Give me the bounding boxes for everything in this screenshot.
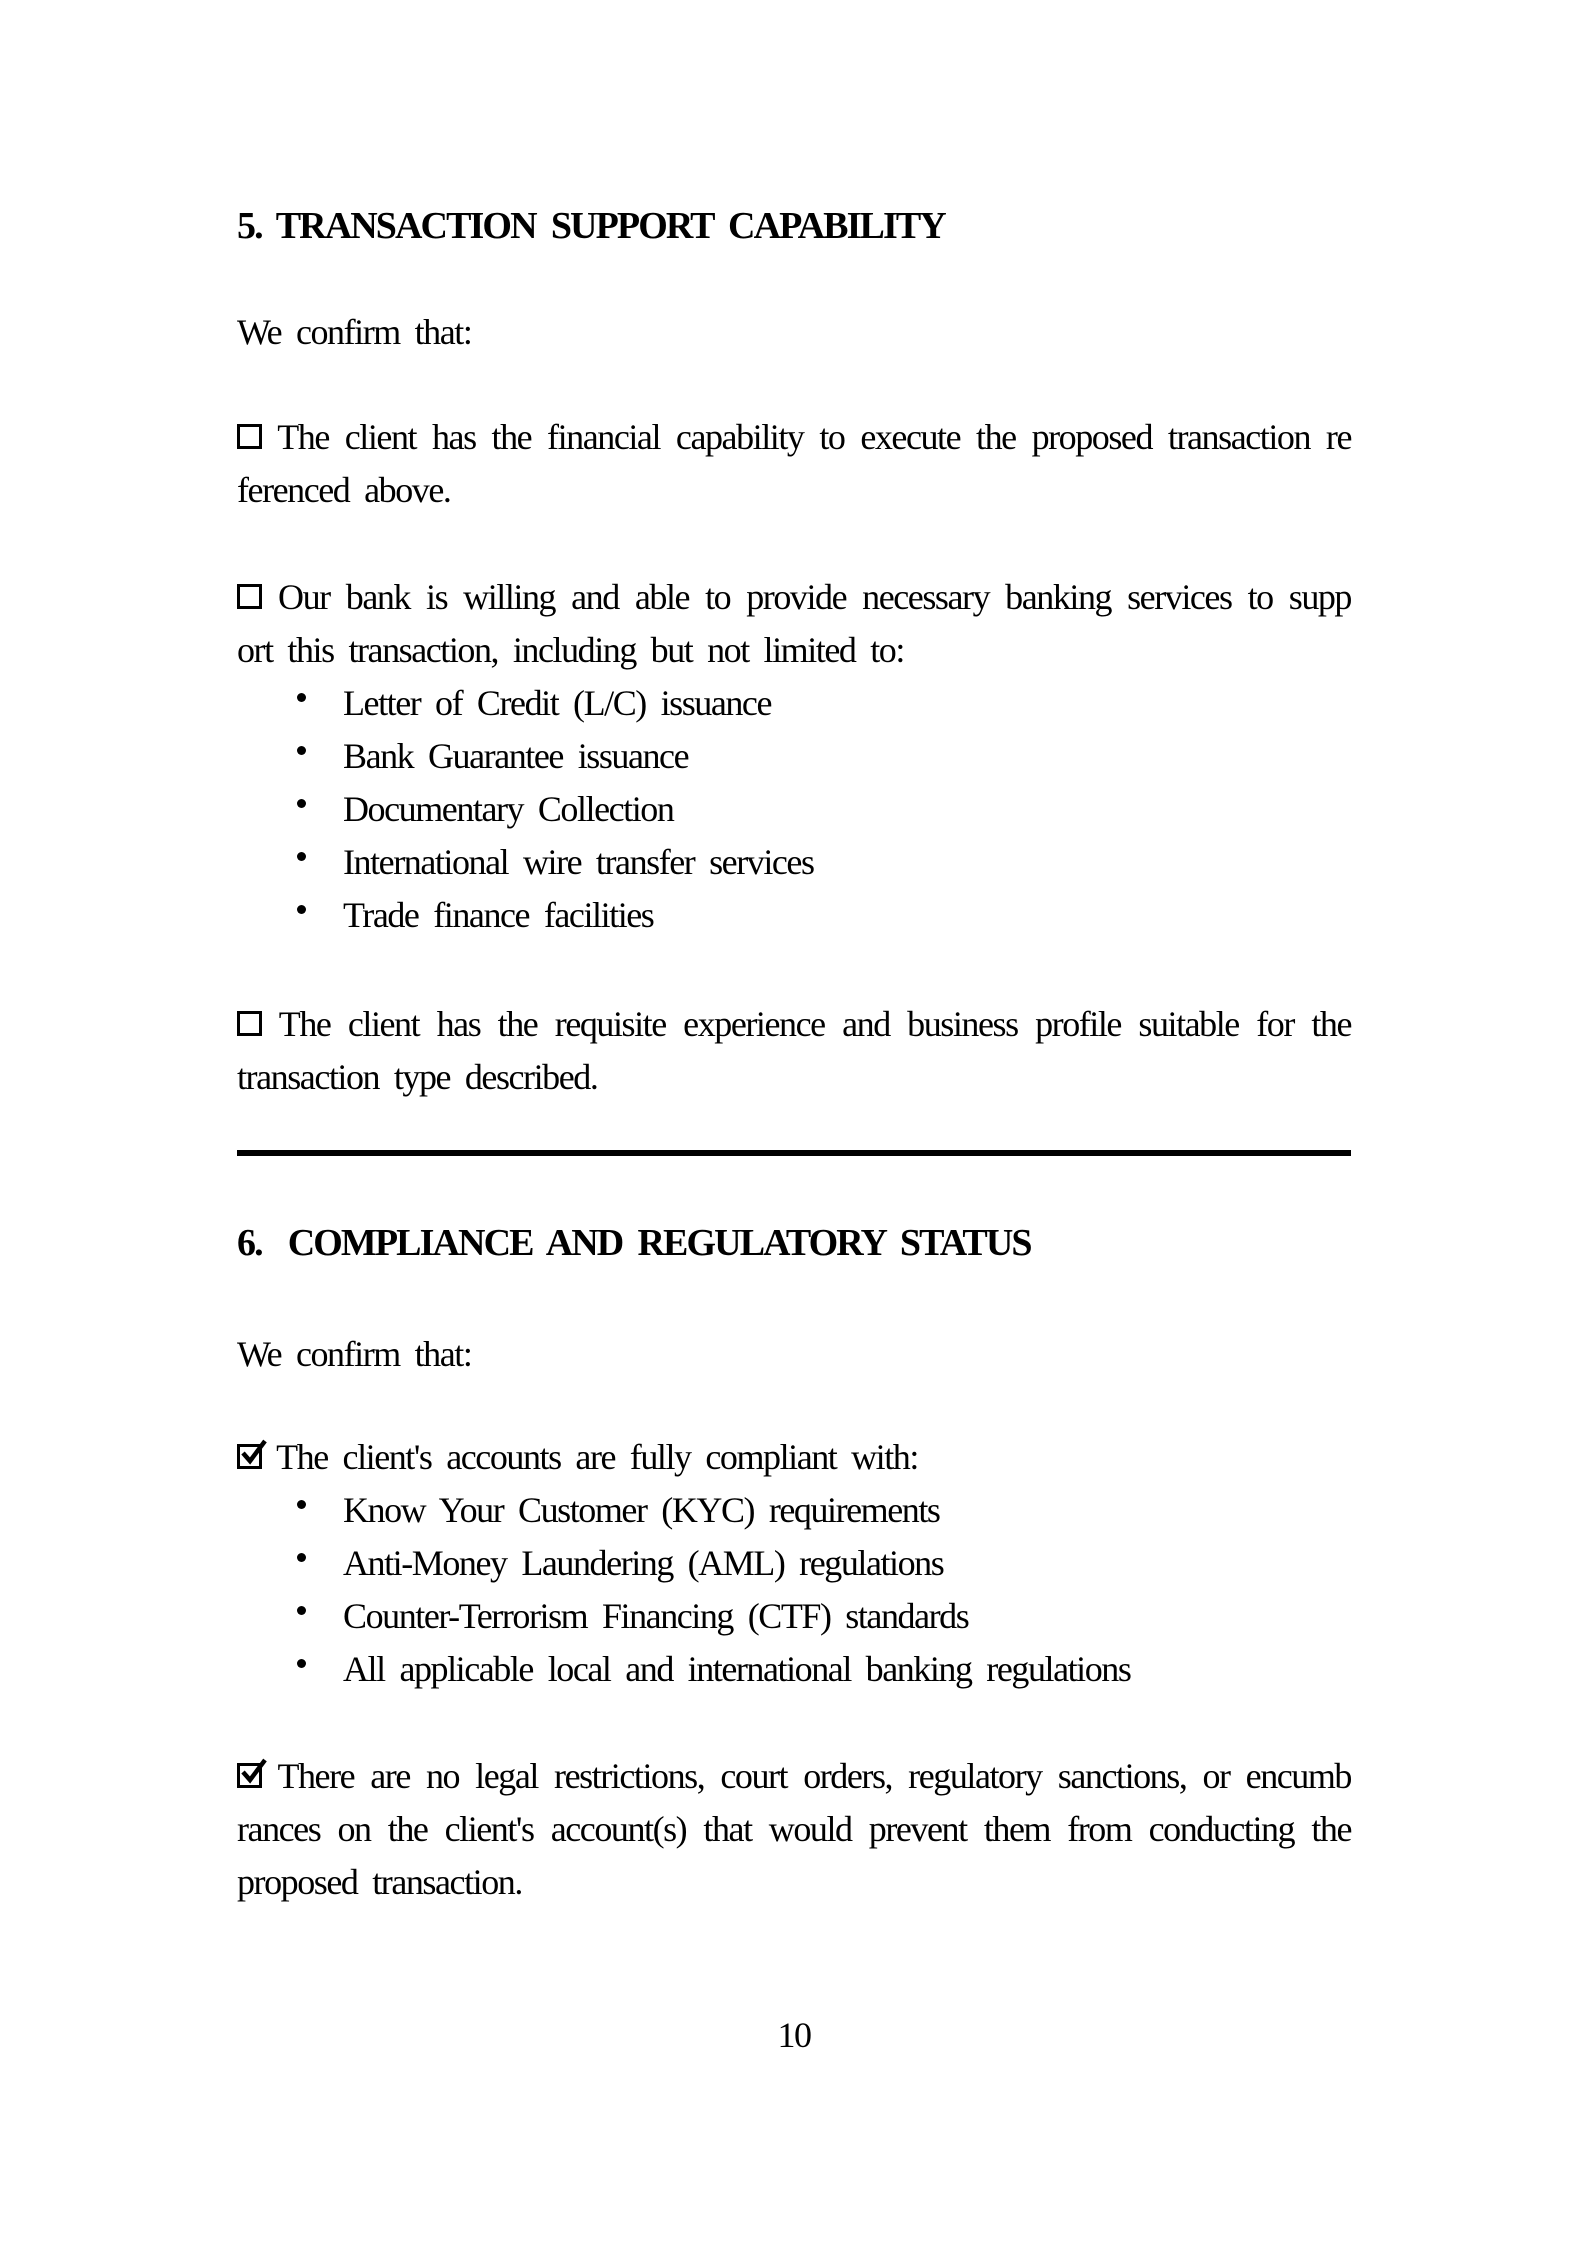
unchecked-checkbox-icon [237,1011,262,1036]
bullet-item [237,1484,1351,1537]
page-content [237,0,1351,2062]
bullet-icon [297,905,306,914]
bullet-icon [297,693,306,702]
bullet-icon [297,1553,306,1562]
bullet-icon [297,746,306,755]
intro-text: We confirm that: [237,312,472,352]
paragraph-line [237,411,1351,464]
bullet-text: Anti-Money Laundering (AML) regulations [343,1543,944,1583]
bullet-text: Trade finance facilities [343,895,654,935]
bullet-list [237,1484,1351,1696]
bullet-item [237,677,1351,730]
line-text: The client's accounts are fully compliant with: [276,1437,918,1477]
bullet-icon [297,1606,306,1615]
bullet-text: Know Your Customer (KYC) requirements [343,1490,940,1530]
paragraph-line [237,571,1351,624]
unchecked-checkbox-icon [237,424,262,449]
bullet-text: Letter of Credit (L/C) issuance [343,683,772,723]
paragraph-line [237,998,1351,1051]
bullet-icon [297,852,306,861]
line-text: Our bank is willing and able to provide necessary banking services to supp [278,577,1351,617]
checked-checkbox-icon [237,1763,262,1788]
checkbox-paragraph [237,998,1351,1104]
paragraph-line [237,1431,1351,1484]
paragraph-line: proposed transaction. [237,1862,522,1902]
paragraph-line: transaction type described. [237,1057,598,1097]
page-number: 10 [777,2015,811,2055]
section-divider [237,1150,1351,1156]
checkbox-paragraph [237,1431,1351,1484]
bullet-icon [297,799,306,808]
section-title: TRANSACTION SUPPORT CAPABILITY [275,205,945,247]
line-text: The client has the financial capability to execute the proposed transaction re [277,417,1351,457]
paragraph-line [237,1750,1351,1803]
checked-checkbox-icon [237,1444,262,1469]
checkbox-paragraph [237,1750,1351,1909]
checkbox-paragraph [237,571,1351,677]
bullet-text: International wire transfer services [343,842,814,882]
bullet-item [237,730,1351,783]
paragraph-line: ort this transaction, including but not limited to: [237,630,904,670]
line-text: There are no legal restrictions, court orders, regulatory sanctions, or encumb [277,1756,1351,1796]
bullet-text: Bank Guarantee issuance [343,736,689,776]
unchecked-checkbox-icon [237,584,262,609]
bullet-icon [297,1500,306,1509]
paragraph-line: ferenced above. [237,470,451,510]
bullet-item [237,889,1351,942]
section-title: COMPLIANCE AND REGULATORY STATUS [287,1222,1031,1264]
section-number: 5. [237,205,262,247]
bullet-list [237,677,1351,942]
line-text: The client has the requisite experience and business profile suitable for the [278,1004,1351,1044]
bullet-item [237,783,1351,836]
checkbox-paragraph [237,411,1351,517]
paragraph-line: rances on the client's account(s) that would prevent them from conducting the [237,1809,1351,1849]
bullet-item [237,836,1351,889]
section-5-heading [237,200,1351,253]
bullet-icon [297,1659,306,1668]
section-number: 6. [237,1222,262,1264]
bullet-item [237,1590,1351,1643]
bullet-text: Documentary Collection [343,789,674,829]
section-6-heading [237,1217,1351,1270]
intro-text: We confirm that: [237,1334,472,1374]
bullet-text: Counter-Terrorism Financing (CTF) standards [343,1596,969,1636]
bullet-item [237,1537,1351,1590]
bullet-text: All applicable local and international banking regulations [343,1649,1131,1689]
bullet-item [237,1643,1351,1696]
